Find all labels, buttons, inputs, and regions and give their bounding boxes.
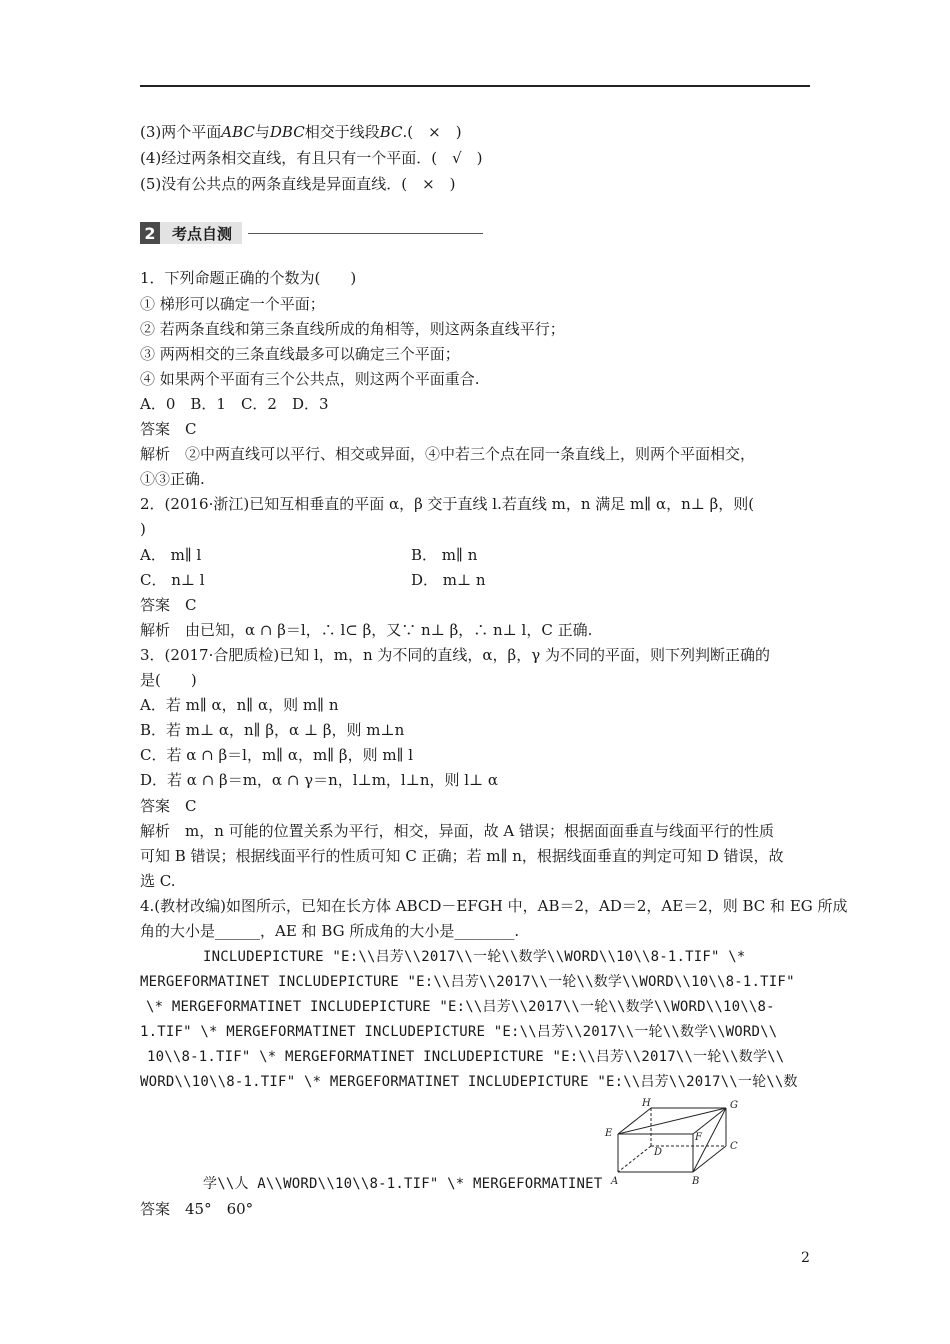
q4-stem-1: 4.(教材改编)如图所示，已知在长方体 ABCD－EFGH 中，AB＝2，AD＝2，AE＝2，则 BC 和 EG 所成 [140,897,848,915]
section-rule [248,233,483,234]
q3-answer: 答案 C [140,797,197,815]
label-f: F [695,1132,702,1143]
q3-stem-1: 3．(2017·合肥质检)已知 l，m，n 为不同的直线，α，β，γ 为不同的平面，则下列判断正确的 [140,646,770,664]
q3-analysis-3: 选 C. [140,872,176,890]
judge-4: (4)经过两条相交直线，有且只有一个平面．( √ ) [140,149,483,167]
page-number: 2 [801,1250,810,1266]
q1-item-1: ① 梯形可以确定一个平面； [140,295,325,313]
section-number: 2 [140,222,160,244]
q2-option-d: D． m⊥ n [411,571,486,589]
label-c: C [730,1141,738,1152]
label-d: D [654,1147,663,1158]
judge-3: (3)两个平面ABC与DBC相交于线段BC.( × ) [140,123,462,141]
cuboid-figure [598,1096,748,1188]
q4-field-5: 10\\8-1.TIF" \* MERGEFORMATINET INCLUDEPICTURE "E:\\吕芳\\2017\\一轮\\数学\\ [147,1049,785,1065]
q3-option-b: B．若 m⊥ α，n∥ β，α ⊥ β，则 m⊥n [140,721,405,739]
q4-field-1: INCLUDEPICTURE "E:\\吕芳\\2017\\一轮\\数学\\WORD\\10\\8-1.TIF" \* [203,949,746,965]
q1-stem: 1．下列命题正确的个数为( ) [140,269,357,287]
q4-field-7: 学\\人 A\\WORD\\10\\8-1.TIF" \* MERGEFORMATINET [203,1176,603,1192]
label-e: E [605,1128,613,1139]
judge-5: (5)没有公共点的两条直线是异面直线．( × ) [140,175,456,193]
label-h: H [642,1098,651,1109]
q3-option-a: A．若 m∥ α，n∥ α，则 m∥ n [140,696,339,714]
q4-field-4: 1.TIF" \* MERGEFORMATINET INCLUDEPICTURE "E:\\吕芳\\2017\\一轮\\数学\\WORD\\ [140,1024,778,1040]
q1-item-2: ② 若两条直线和第三条直线所成的角相等，则这两条直线平行； [140,320,565,338]
q3-analysis-1: 解析 m，n 可能的位置关系为平行，相交，异面，故 A 错误；根据面面垂直与线面平行的性质 [140,822,775,840]
header-rule [140,85,810,87]
q1-analysis-2: ①③正确. [140,470,205,488]
q1-analysis-1: 解析 ②中两直线可以平行、相交或异面，④中若三个点在同一条直线上，则两个平面相交， [140,445,756,463]
q2-answer: 答案 C [140,596,197,614]
q3-stem-2: 是( ) [140,671,197,689]
q1-item-3: ③ 两两相交的三条直线最多可以确定三个平面； [140,345,460,363]
edge-cb [693,1146,726,1172]
label-g: G [730,1100,738,1111]
label-b: B [692,1176,700,1187]
q4-answer: 答案 45° 60° [140,1200,254,1218]
q2-option-c: C． n⊥ l [140,571,205,589]
q2-option-a: A． m∥ l [140,546,202,564]
q1-options: A．0 B．1 C．2 D．3 [140,395,329,413]
q2-stem-1: 2．(2016·浙江)已知互相垂直的平面 α，β 交于直线 l.若直线 m，n 满足 m∥ α，n⊥ β，则( [140,495,755,513]
q4-stem-2: 角的大小是______，AE 和 BG 所成角的大小是________. [140,922,520,940]
section-header [140,222,483,244]
q2-option-b: B． m∥ n [411,546,478,564]
q3-option-d: D．若 α ∩ β＝m，α ∩ γ＝n，l⊥m，l⊥n，则 l⊥ α [140,771,499,789]
q4-field-3: \* MERGEFORMATINET INCLUDEPICTURE "E:\\吕芳\\2017\\一轮\\数学\\WORD\\10\\8- [146,999,775,1015]
q1-item-4: ④ 如果两个平面有三个公共点，则这两个平面重合. [140,370,480,388]
q3-analysis-2: 可知 B 错误；根据线面平行的性质可知 C 正确；若 m∥ n，根据线面垂直的判定可知 D 错误，故 [140,847,784,865]
q2-stem-2: ) [140,520,146,538]
hidden-edge-da [618,1146,651,1172]
q4-field-2: MERGEFORMATINET INCLUDEPICTURE "E:\\吕芳\\2017\\一轮\\数学\\WORD\\10\\8-1.TIF" [140,974,795,990]
q3-option-c: C．若 α ∩ β＝l，m∥ α，m∥ β，则 m∥ l [140,746,414,764]
q1-answer: 答案 C [140,420,197,438]
label-a: A [611,1176,619,1187]
q2-analysis: 解析 由已知，α ∩ β＝l，∴ l⊂ β，又∵ n⊥ β，∴ n⊥ l，C 正确. [140,621,593,639]
section-title: 考点自测 [160,222,242,244]
q4-field-6: WORD\\10\\8-1.TIF" \* MERGEFORMATINET INCLUDEPICTURE "E:\\吕芳\\2017\\一轮\\数 [140,1074,798,1090]
